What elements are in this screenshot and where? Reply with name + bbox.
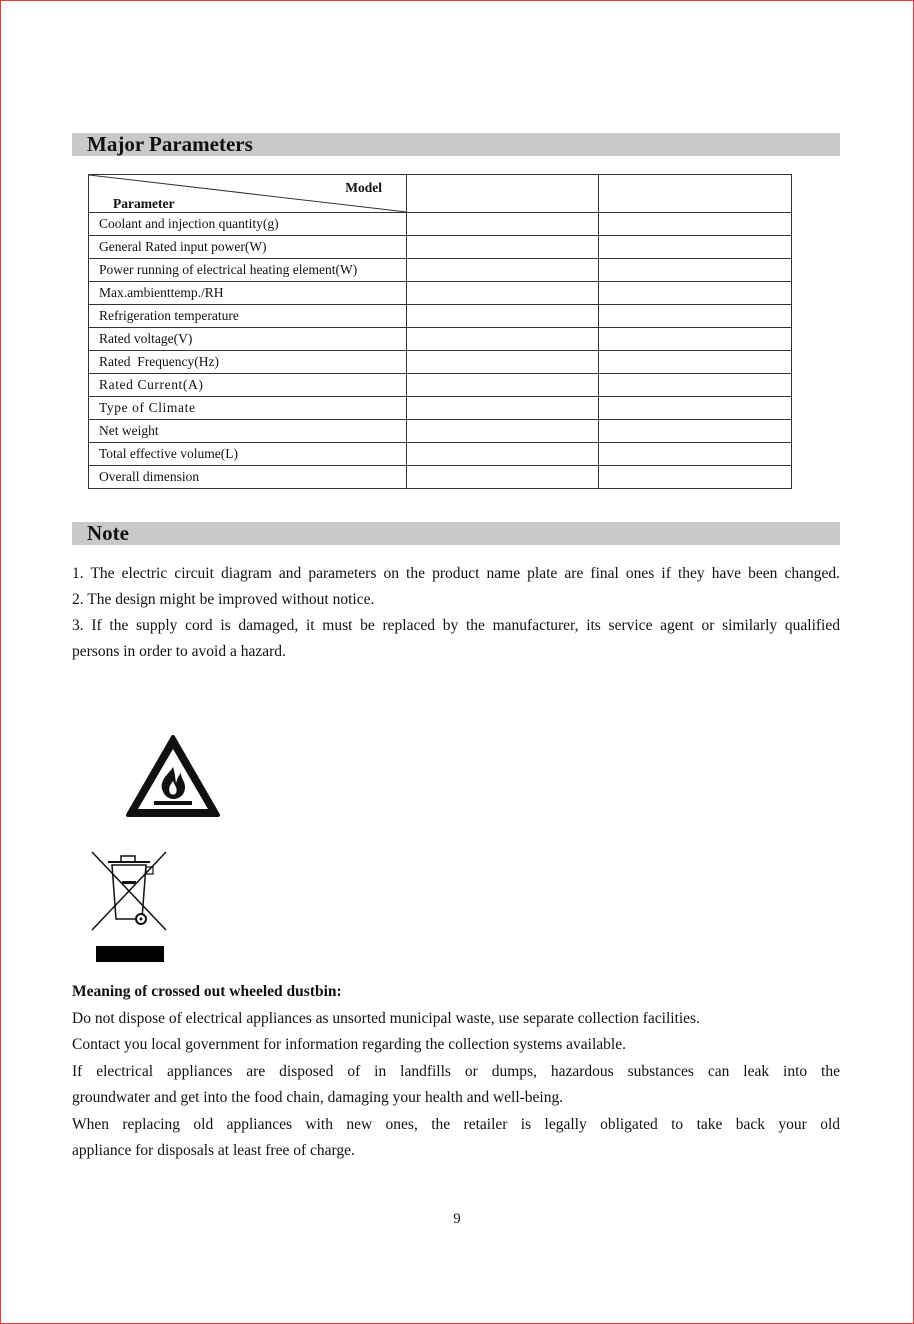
value-cell [407, 213, 599, 236]
table-row [89, 420, 792, 443]
table-row [89, 328, 792, 351]
note-line: 2. The design might be improved without notice. [72, 591, 375, 608]
row-label: General Rated input power(W) [89, 236, 407, 259]
section-bar-major-parameters [72, 133, 840, 156]
table-row [89, 236, 792, 259]
value-cell [599, 374, 792, 397]
section-bar-note [72, 522, 840, 545]
table-row [89, 351, 792, 374]
row-label: Max.ambienttemp./RH [89, 282, 407, 305]
value-cell [599, 443, 792, 466]
note-line: persons in order to avoid a hazard. [72, 643, 286, 660]
header-model-label: Model [345, 180, 382, 195]
row-label: Coolant and injection quantity(g) [89, 213, 407, 236]
note-line: 1. The electric circuit diagram and parameters on the product name plate are final ones if they have been changed. [72, 565, 840, 582]
parameters-table [88, 174, 792, 489]
value-cell [599, 420, 792, 443]
value-cell [407, 466, 599, 489]
table-row [89, 213, 792, 236]
flammable-warning-icon [124, 733, 222, 824]
row-label: Total effective volume(L) [89, 443, 407, 466]
page-number: 9 [453, 1211, 461, 1227]
model-column-2-cell [599, 175, 792, 213]
value-cell [599, 282, 792, 305]
section-title-note: Note [87, 521, 129, 545]
value-cell [407, 259, 599, 282]
notes-block [72, 561, 840, 665]
dustbin-meaning-block [72, 979, 840, 1165]
row-label: Power running of electrical heating element(W) [89, 259, 407, 282]
value-cell [599, 351, 792, 374]
value-cell [599, 213, 792, 236]
table-row [89, 397, 792, 420]
dustbin-line: Contact you local government for information regarding the collection systems available. [72, 1036, 626, 1053]
table-row [89, 305, 792, 328]
table-row [89, 259, 792, 282]
value-cell [407, 420, 599, 443]
value-cell [407, 374, 599, 397]
section-title-major-parameters: Major Parameters [87, 132, 253, 156]
dustbin-line: When replacing old appliances with new ones, the retailer is legally obligated to take back your old [72, 1115, 840, 1133]
table-row [89, 374, 792, 397]
note-line: 3. If the supply cord is damaged, it must be replaced by the manufacturer, its service agent or similarly qualified [72, 617, 840, 634]
value-cell [407, 351, 599, 374]
value-cell [407, 236, 599, 259]
value-cell [599, 397, 792, 420]
value-cell [407, 305, 599, 328]
value-cell [407, 397, 599, 420]
value-cell [599, 466, 792, 489]
row-label: Rated voltage(V) [89, 328, 407, 351]
dustbin-line: If electrical appliances are disposed of in landfills or dumps, hazardous substances can leak into the [72, 1062, 840, 1080]
value-cell [599, 236, 792, 259]
value-cell [599, 259, 792, 282]
header-parameter-label: Parameter [113, 196, 175, 211]
table-header-diagonal-cell [89, 175, 407, 213]
table-row [89, 443, 792, 466]
dustbin-line: appliance for disposals at least free of charge. [72, 1142, 355, 1159]
table-header-row [89, 175, 792, 213]
row-label: Net weight [89, 420, 407, 443]
row-label: Rated Current(A) [89, 374, 407, 397]
row-label: Refrigeration temperature [89, 305, 407, 328]
table-row [89, 466, 792, 489]
value-cell [407, 282, 599, 305]
dustbin-line: Do not dispose of electrical appliances as unsorted municipal waste, use separate collection facilities. [72, 1009, 700, 1027]
row-label: Rated Frequency(Hz) [89, 351, 407, 374]
dustbin-line: groundwater and get into the food chain, damaging your health and well-being. [72, 1089, 564, 1106]
row-label: Overall dimension [89, 466, 407, 489]
dustbin-heading: Meaning of crossed out wheeled dustbin: [72, 983, 342, 1000]
weee-black-bar [96, 946, 164, 962]
model-column-1-cell [407, 175, 599, 213]
value-cell [599, 305, 792, 328]
value-cell [407, 328, 599, 351]
row-label: Type of Climate [89, 397, 407, 420]
crossed-out-wheeled-bin-icon [88, 849, 170, 938]
value-cell [599, 328, 792, 351]
value-cell [407, 443, 599, 466]
table-row [89, 282, 792, 305]
